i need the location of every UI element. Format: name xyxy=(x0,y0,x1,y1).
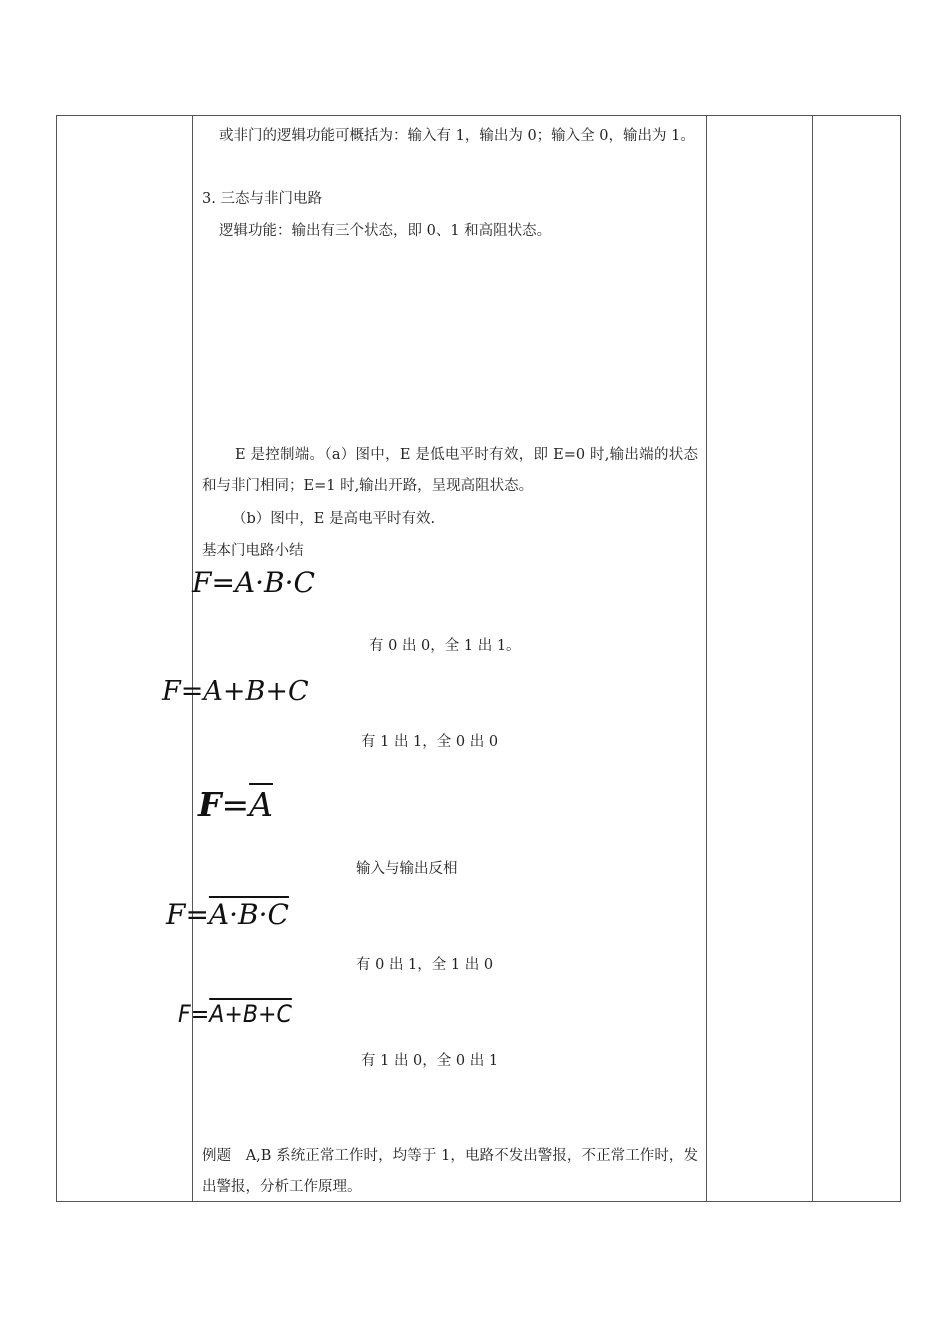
formula-eq: = xyxy=(185,898,209,931)
formula-lhs: F xyxy=(192,566,212,599)
tristate-description-b: （b）图中，E 是高电平时有效. xyxy=(232,511,436,527)
table-border-top xyxy=(56,115,901,116)
table-border-right xyxy=(900,115,901,1202)
not-gate-caption: 输入与输出反相 xyxy=(356,861,458,877)
formula-lhs: F xyxy=(178,1000,191,1028)
formula-rhs: A+B+C xyxy=(203,676,309,707)
formula-eq: = xyxy=(190,1000,210,1028)
summary-title: 基本门电路小结 xyxy=(202,543,304,559)
or-gate-formula xyxy=(162,676,309,707)
formula-rhs: A·B·C xyxy=(234,566,315,599)
formula-rhs: A·B·C xyxy=(208,898,289,931)
example-text: 例题 A,B 系统正常工作时，均等于 1，电路不发出警报，不正常工作时，发出警报，分析工作原理。 xyxy=(202,1148,698,1195)
and-gate-formula xyxy=(192,566,315,599)
or-nor-summary: 或非门的逻辑功能可概括为：输入有 1，输出为 0；输入全 0，输出为 1。 xyxy=(219,128,695,144)
formula-rhs: A+B+C xyxy=(209,1000,292,1028)
nor-gate-formula xyxy=(178,1000,292,1028)
nor-gate-caption: 有 1 出 0，全 0 出 1 xyxy=(361,1053,499,1069)
tristate-description-a: E 是控制端。（a）图中，E 是低电平时有效，即 E=0 时,输出端的状态和与非门相同；E=1 时,输出开路，呈现高阻状态。 xyxy=(202,447,698,494)
nand-gate-caption: 有 0 出 1，全 1 出 0 xyxy=(356,957,494,973)
table-divider-3 xyxy=(812,115,813,1202)
formula-lhs: F xyxy=(198,785,222,824)
table-divider-2 xyxy=(706,115,707,1202)
nand-gate-formula xyxy=(166,898,289,931)
formula-lhs: F xyxy=(162,676,181,707)
section-3-title: 3. 三态与非门电路 xyxy=(202,191,322,207)
formula-rhs: $\overline{A}$ xyxy=(249,785,273,824)
formula-eq: = xyxy=(221,785,250,824)
table-divider-1 xyxy=(192,115,193,1202)
tristate-logic-text: 逻辑功能：输出有三个状态，即 0、1 和高阻状态。 xyxy=(219,223,552,239)
formula-lhs: F xyxy=(166,898,186,931)
formula-eq: = xyxy=(180,676,204,707)
and-gate-caption: 有 0 出 0，全 1 出 1。 xyxy=(369,638,521,654)
table-border-left xyxy=(56,115,57,1202)
or-gate-caption: 有 1 出 1，全 0 出 0 xyxy=(361,734,499,750)
formula-eq: = xyxy=(211,566,235,599)
not-gate-formula xyxy=(198,785,273,824)
